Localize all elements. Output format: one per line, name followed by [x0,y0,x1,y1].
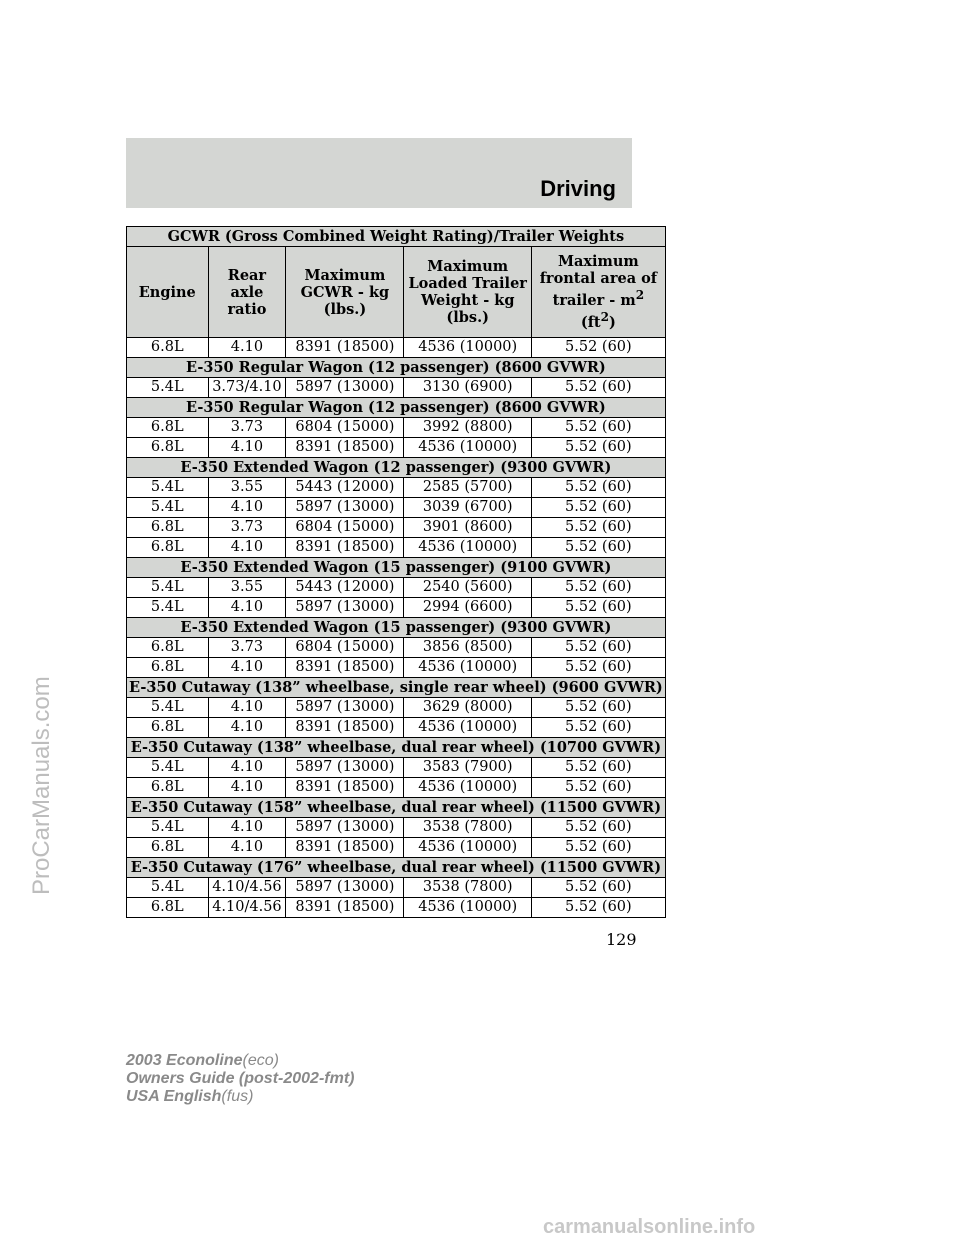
cell-gcwr: 8391 (18500) [286,438,404,458]
table-row [127,658,666,678]
cell-gcwr: 8391 (18500) [286,538,404,558]
cell-axle-ratio: 4.10 [208,718,286,738]
table-row [127,378,666,398]
cell-axle-ratio: 4.10/4.56 [208,898,286,918]
cell-frontal-area: 5.52 (60) [531,538,665,558]
header-gcwr: Maximum GCWR - kg (lbs.) [286,247,404,338]
cell-frontal-area: 5.52 (60) [531,418,665,438]
footer-line-1: 2003 Econoline(eco) [126,1052,279,1069]
table-row [127,718,666,738]
cell-gcwr: 8391 (18500) [286,718,404,738]
cell-axle-ratio: 4.10 [208,818,286,838]
cell-axle-ratio: 4.10 [208,338,286,358]
group-row [127,738,666,758]
cell-axle-ratio: 4.10 [208,438,286,458]
cell-frontal-area: 5.52 (60) [531,778,665,798]
cell-engine: 6.8L [127,518,209,538]
cell-trailer-weight: 4536 (10000) [404,338,532,358]
cell-engine: 5.4L [127,698,209,718]
group-label: E-350 Cutaway (176” wheelbase, dual rear wheel) (11500 GVWR) [127,858,666,878]
cell-gcwr: 8391 (18500) [286,658,404,678]
cell-trailer-weight: 3583 (7900) [404,758,532,778]
cell-engine: 6.8L [127,778,209,798]
cell-trailer-weight: 4536 (10000) [404,438,532,458]
table-row [127,878,666,898]
group-label: E-350 Cutaway (158” wheelbase, dual rear wheel) (11500 GVWR) [127,798,666,818]
cell-trailer-weight: 2540 (5600) [404,578,532,598]
table-title-row [127,227,666,247]
cell-axle-ratio: 4.10 [208,698,286,718]
cell-engine: 6.8L [127,338,209,358]
cell-trailer-weight: 4536 (10000) [404,838,532,858]
section-title: Driving [540,176,616,201]
cell-gcwr: 5897 (13000) [286,818,404,838]
page-number: 129 [606,930,637,949]
watermark-left: ProCarManuals.com [28,676,55,895]
group-label: E-350 Extended Wagon (12 passenger) (9300 GVWR) [127,458,666,478]
cell-axle-ratio: 4.10 [208,658,286,678]
cell-frontal-area: 5.52 (60) [531,438,665,458]
cell-gcwr: 6804 (15000) [286,638,404,658]
cell-axle-ratio: 4.10 [208,538,286,558]
cell-gcwr: 5897 (13000) [286,598,404,618]
group-label: E-350 Extended Wagon (15 passenger) (9100 GVWR) [127,558,666,578]
table-row [127,898,666,918]
cell-frontal-area: 5.52 (60) [531,878,665,898]
group-row [127,678,666,698]
section-header [126,138,632,208]
cell-engine: 5.4L [127,878,209,898]
cell-frontal-area: 5.52 (60) [531,478,665,498]
cell-engine: 6.8L [127,638,209,658]
cell-trailer-weight: 4536 (10000) [404,658,532,678]
table-row [127,418,666,438]
trailer-weights-table [126,226,666,918]
cell-engine: 5.4L [127,478,209,498]
cell-gcwr: 8391 (18500) [286,898,404,918]
cell-trailer-weight: 3901 (8600) [404,518,532,538]
table-row [127,598,666,618]
group-row [127,458,666,478]
table-row [127,778,666,798]
cell-engine: 5.4L [127,498,209,518]
group-row [127,558,666,578]
table-row [127,478,666,498]
group-label: E-350 Cutaway (138” wheelbase, single rear wheel) (9600 GVWR) [127,678,666,698]
cell-axle-ratio: 4.10 [208,598,286,618]
group-row [127,358,666,378]
cell-frontal-area: 5.52 (60) [531,758,665,778]
group-label: E-350 Regular Wagon (12 passenger) (8600 GVWR) [127,358,666,378]
cell-axle-ratio: 3.55 [208,478,286,498]
watermark-bottom: carmanualsonline.info [543,1216,756,1238]
cell-axle-ratio: 3.73 [208,418,286,438]
cell-gcwr: 5443 (12000) [286,578,404,598]
cell-frontal-area: 5.52 (60) [531,718,665,738]
table-row [127,818,666,838]
group-label: E-350 Cutaway (138” wheelbase, dual rear wheel) (10700 GVWR) [127,738,666,758]
table-header-row [127,247,666,338]
cell-frontal-area: 5.52 (60) [531,658,665,678]
cell-engine: 5.4L [127,578,209,598]
cell-gcwr: 8391 (18500) [286,338,404,358]
cell-engine: 6.8L [127,898,209,918]
footer [126,1052,354,1106]
cell-frontal-area: 5.52 (60) [531,598,665,618]
cell-gcwr: 5897 (13000) [286,378,404,398]
cell-trailer-weight: 4536 (10000) [404,538,532,558]
header-axle-ratio: Rear axle ratio [208,247,286,338]
cell-gcwr: 5897 (13000) [286,698,404,718]
cell-engine: 6.8L [127,538,209,558]
cell-trailer-weight: 3856 (8500) [404,638,532,658]
header-frontal-area: Maximum frontal area of trailer - $m^2$ $(ft^2)$ [531,247,665,338]
cell-axle-ratio: 4.10 [208,498,286,518]
cell-gcwr: 6804 (15000) [286,418,404,438]
group-label: E-350 Regular Wagon (12 passenger) (8600 GVWR) [127,398,666,418]
cell-engine: 6.8L [127,418,209,438]
cell-trailer-weight: 4536 (10000) [404,898,532,918]
group-row [127,398,666,418]
cell-trailer-weight: 3992 (8800) [404,418,532,438]
cell-gcwr: 5443 (12000) [286,478,404,498]
table-row [127,518,666,538]
cell-trailer-weight: 3130 (6900) [404,378,532,398]
table-title: GCWR (Gross Combined Weight Rating)/Trailer Weights [127,227,666,247]
group-row [127,618,666,638]
footer-line-3: USA English(fus) [126,1088,254,1105]
cell-engine: 6.8L [127,438,209,458]
cell-frontal-area: 5.52 (60) [531,578,665,598]
table-row [127,838,666,858]
cell-engine: 5.4L [127,378,209,398]
table-row [127,638,666,658]
cell-trailer-weight: 4536 (10000) [404,718,532,738]
cell-trailer-weight: 3039 (6700) [404,498,532,518]
cell-engine: 6.8L [127,658,209,678]
cell-trailer-weight: 3538 (7800) [404,878,532,898]
cell-axle-ratio: 4.10 [208,778,286,798]
cell-trailer-weight: 3538 (7800) [404,818,532,838]
cell-engine: 5.4L [127,598,209,618]
table-row [127,498,666,518]
cell-engine: 5.4L [127,758,209,778]
cell-engine: 5.4L [127,818,209,838]
header-trailer-weight: Maximum Loaded Trailer Weight - kg (lbs.) [404,247,532,338]
cell-engine: 6.8L [127,718,209,738]
cell-axle-ratio: 3.73/4.10 [208,378,286,398]
header-engine: Engine [127,247,209,338]
group-label: E-350 Extended Wagon (15 passenger) (9300 GVWR) [127,618,666,638]
cell-trailer-weight: 4536 (10000) [404,778,532,798]
cell-gcwr: 8391 (18500) [286,838,404,858]
cell-axle-ratio: 3.73 [208,638,286,658]
cell-frontal-area: 5.52 (60) [531,698,665,718]
cell-gcwr: 5897 (13000) [286,498,404,518]
group-row [127,798,666,818]
cell-frontal-area: 5.52 (60) [531,818,665,838]
table-row [127,698,666,718]
cell-axle-ratio: 4.10/4.56 [208,878,286,898]
cell-frontal-area: 5.52 (60) [531,338,665,358]
cell-frontal-area: 5.52 (60) [531,498,665,518]
cell-axle-ratio: 4.10 [208,838,286,858]
cell-engine: 6.8L [127,838,209,858]
cell-trailer-weight: 2585 (5700) [404,478,532,498]
cell-axle-ratio: 3.55 [208,578,286,598]
cell-axle-ratio: 4.10 [208,758,286,778]
table-body [127,338,666,918]
cell-trailer-weight: 3629 (8000) [404,698,532,718]
cell-gcwr: 5897 (13000) [286,878,404,898]
table-row [127,538,666,558]
cell-axle-ratio: 3.73 [208,518,286,538]
cell-trailer-weight: 2994 (6600) [404,598,532,618]
cell-gcwr: 5897 (13000) [286,758,404,778]
cell-frontal-area: 5.52 (60) [531,378,665,398]
cell-frontal-area: 5.52 (60) [531,898,665,918]
cell-frontal-area: 5.52 (60) [531,838,665,858]
table-row [127,338,666,358]
cell-gcwr: 8391 (18500) [286,778,404,798]
table-row [127,758,666,778]
table-row [127,578,666,598]
table-row [127,438,666,458]
cell-gcwr: 6804 (15000) [286,518,404,538]
cell-frontal-area: 5.52 (60) [531,638,665,658]
group-row [127,858,666,878]
footer-line-2: Owners Guide (post-2002-fmt) [126,1070,355,1087]
cell-frontal-area: 5.52 (60) [531,518,665,538]
